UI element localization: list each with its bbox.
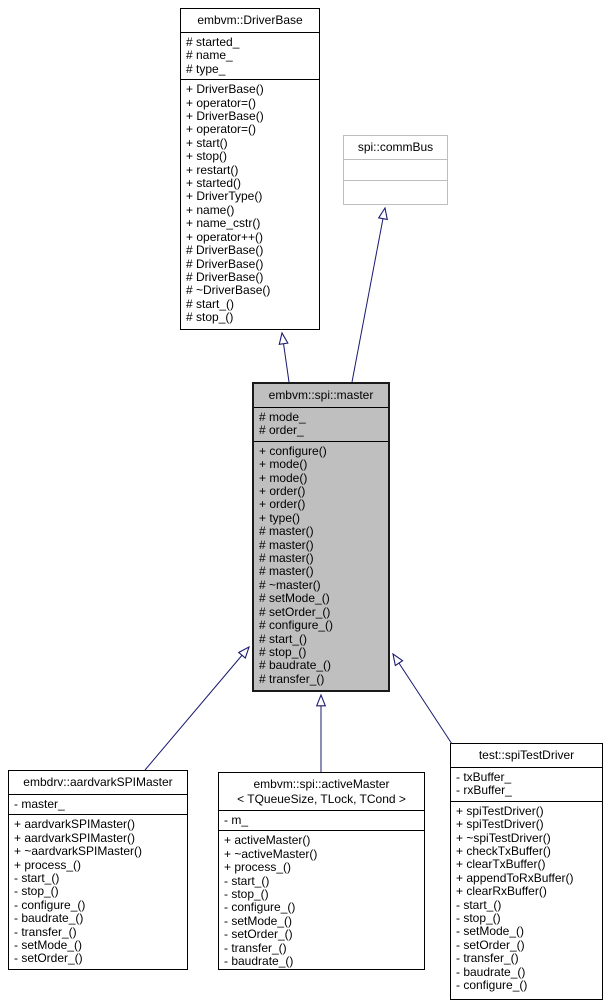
member-row: # DriverBase() (186, 256, 264, 271)
member-row: # configure_() (259, 618, 334, 633)
member-row: + aardvarkSPIMaster() (14, 817, 136, 832)
member-row: + operator=() (186, 122, 257, 137)
member-row: + ~spiTestDriver() (456, 830, 551, 845)
member-row: - setOrder_() (14, 951, 83, 966)
member-row: - start_() (14, 871, 60, 886)
member-row: # master() (259, 551, 314, 566)
inheritance-arrow-master-to-commbus (352, 208, 385, 382)
class-attributes (219, 811, 424, 831)
member-row: # DriverBase() (186, 269, 264, 284)
member-row: - baudrate_() (224, 954, 294, 969)
class-box-embvm-spi-activemaster[interactable] (218, 772, 425, 970)
member-row: + name_cstr() (186, 216, 261, 231)
member-row: # stop_() (186, 310, 234, 325)
class-attributes (451, 768, 602, 802)
member-row: + stop() (186, 149, 228, 164)
member-row: + mode() (259, 470, 308, 485)
member-row: - rxBuffer_ (456, 783, 512, 798)
member-row: # stop_() (259, 644, 307, 659)
member-row: - configure_() (224, 900, 296, 915)
member-row: + restart() (186, 162, 239, 177)
member-row: + DriverType() (186, 189, 263, 204)
member-row: + operator=() (186, 95, 257, 110)
member-row: + checkTxBuffer() (456, 844, 551, 859)
class-methods (344, 181, 447, 204)
member-row: # started_ (186, 35, 240, 49)
member-row: + aardvarkSPIMaster() (14, 830, 136, 845)
member-row: + configure() (259, 443, 327, 458)
member-row: + mode() (259, 457, 308, 472)
member-row: + ~activeMaster() (224, 846, 318, 861)
class-title: embdrv::aardvarkSPIMaster (9, 771, 187, 795)
member-row: # master() (259, 537, 314, 552)
class-methods (9, 815, 187, 969)
member-row: + activeMaster() (224, 833, 311, 848)
member-row: # order_ (259, 423, 304, 438)
member-row: # start_() (186, 296, 235, 311)
member-row: - setOrder_() (456, 937, 525, 952)
class-box-embvm-spi-master[interactable] (252, 382, 390, 692)
member-row: + process_() (14, 857, 82, 872)
class-box-test-spitestdriver[interactable] (450, 743, 603, 1000)
member-row: # DriverBase() (186, 243, 264, 258)
member-row: # master() (259, 524, 314, 539)
member-row: - baudrate_() (456, 964, 526, 979)
member-row: + name() (186, 202, 235, 217)
member-row: - transfer_() (224, 940, 287, 955)
member-row: - transfer_() (14, 924, 77, 939)
member-row: # ~master() (259, 577, 321, 592)
member-row: - txBuffer_ (456, 770, 512, 784)
class-attributes (344, 160, 447, 181)
member-row: + DriverBase() (186, 82, 264, 97)
member-row: # name_ (186, 48, 233, 63)
member-row: - setOrder_() (224, 927, 293, 942)
class-attributes (254, 408, 388, 442)
class-title: spi::commBus (344, 136, 447, 160)
member-row: # transfer_() (259, 671, 325, 686)
member-row: + spiTestDriver() (456, 803, 544, 818)
member-row: + clearRxBuffer() (456, 884, 547, 899)
inheritance-arrow-spitestdriver-to-master (393, 654, 452, 744)
class-attributes (9, 795, 187, 815)
inheritance-arrow-aardvark-to-master (145, 647, 249, 770)
member-row: # setOrder_() (259, 604, 331, 619)
class-title-line1: embvm::spi::activeMaster (253, 776, 390, 791)
member-row: + spiTestDriver() (456, 817, 544, 832)
member-row: + DriverBase() (186, 109, 264, 124)
class-title-line2: < TQueueSize, TLock, TCond > (237, 791, 406, 806)
member-row: # master() (259, 564, 314, 579)
class-title: embvm::DriverBase (181, 9, 319, 33)
class-methods (451, 802, 602, 999)
member-row: - stop_() (224, 887, 269, 902)
class-methods (254, 442, 388, 690)
member-row: + order() (259, 484, 306, 499)
class-title: test::spiTestDriver (451, 744, 602, 768)
member-row: - setMode_() (224, 913, 293, 928)
member-row: + order() (259, 497, 306, 512)
member-row: - stop_() (456, 911, 501, 926)
member-row: - setMode_() (14, 938, 83, 953)
member-row: # start_() (259, 631, 308, 646)
member-row: - master_ (14, 797, 65, 811)
member-row: + clearTxBuffer() (456, 857, 546, 872)
member-row: - start_() (224, 873, 270, 888)
member-row: + process_() (224, 860, 292, 875)
class-box-embdrv-aardvarkspimaster[interactable] (8, 770, 188, 970)
class-box-spi-commbus[interactable] (343, 135, 448, 205)
class-title (219, 773, 424, 811)
member-row: + type() (259, 510, 301, 525)
inheritance-arrow-master-to-driverbase (282, 333, 289, 382)
member-row: + operator++() (186, 229, 264, 244)
member-row: # mode_ (259, 410, 306, 424)
member-row: - configure_() (456, 978, 528, 993)
class-box-embvm-driverbase[interactable] (180, 8, 320, 330)
member-row: - baudrate_() (14, 911, 84, 926)
member-row: + ~aardvarkSPIMaster() (14, 844, 143, 859)
class-attributes (181, 33, 319, 80)
class-title: embvm::spi::master (254, 384, 388, 408)
member-row: - setMode_() (456, 924, 525, 939)
member-row: - configure_() (14, 897, 86, 912)
member-row: # type_ (186, 61, 226, 76)
member-row: # ~DriverBase() (186, 283, 271, 298)
class-methods (219, 831, 424, 970)
member-row: - m_ (224, 813, 248, 827)
member-row: + started() (186, 176, 242, 191)
member-row: + start() (186, 135, 228, 150)
member-row: + appendToRxBuffer() (456, 870, 574, 885)
member-row: # baudrate_() (259, 658, 332, 673)
class-methods (181, 80, 319, 329)
member-row: - transfer_() (456, 951, 519, 966)
member-row: - stop_() (14, 884, 59, 899)
member-row: # setMode_() (259, 591, 330, 606)
member-row: - start_() (456, 897, 502, 912)
